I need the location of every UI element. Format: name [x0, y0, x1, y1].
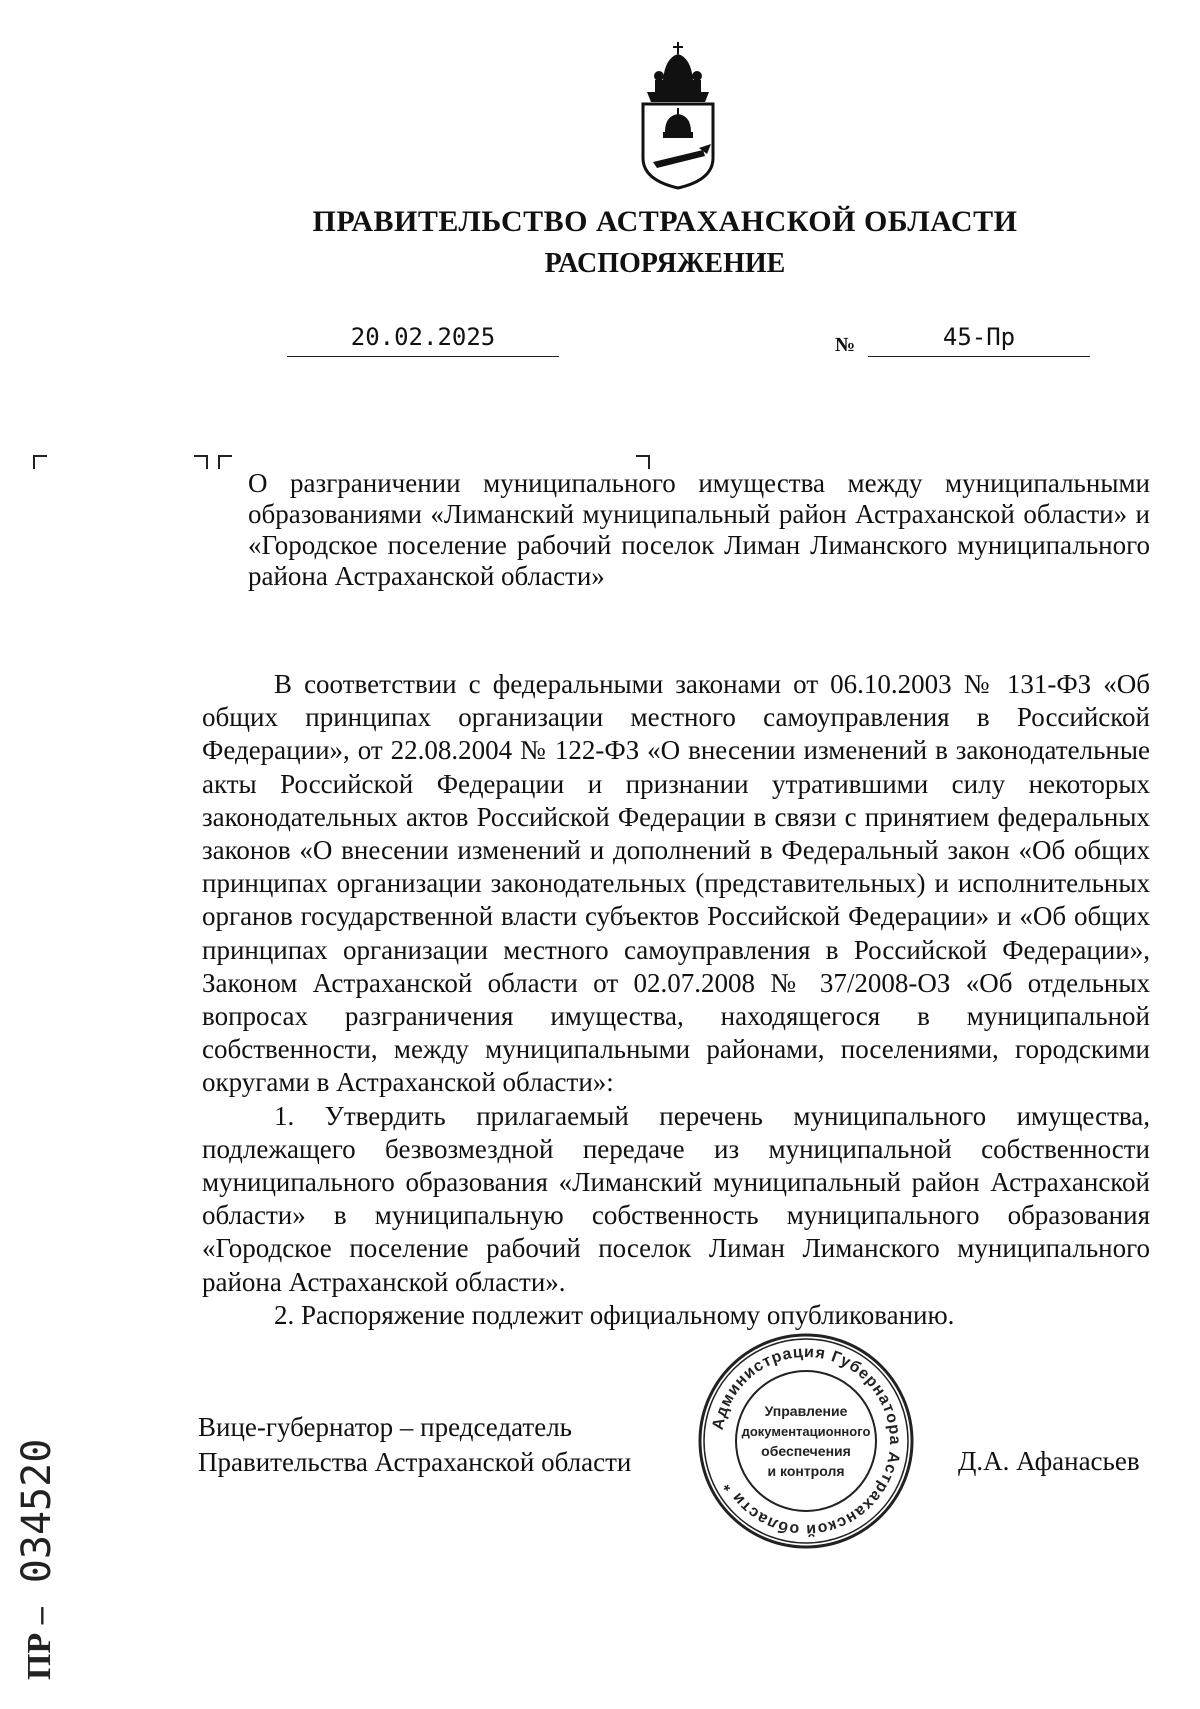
subject-corner-mark-right: [636, 455, 650, 469]
stamp-center-line-2: документационного: [741, 1424, 871, 1439]
signatory-position-line-2: Правительства Астраханской области: [198, 1447, 632, 1477]
document-header: [0, 202, 1200, 284]
stamp-center-line-4: и контроля: [767, 1463, 845, 1479]
organization-title: ПРАВИТЕЛЬСТВО АСТРАХАНСКОЙ ОБЛАСТИ: [312, 205, 1018, 238]
signatory-name: Д.А. Афанасьев: [958, 1446, 1140, 1476]
number-sign: №: [835, 334, 856, 356]
document-body: [202, 668, 1150, 1332]
subject-corner-mark-left: [218, 455, 232, 469]
preamble-paragraph: В соответствии с федеральными законами от 06.10.2003 № 131-ФЗ «Об общих принципах организации местного самоуправления в Российской Федерации», от 22.08.2004 № 122-ФЗ «О внесении изменений в законодательные акты Российской Федерации и признании утратившими силу некоторых законодательных актов Российской Федерации в связи с принятием федеральных законов «О внесении изменений и дополнений в Федеральный закон «Об общих принципах организации законодательных (представительных) и исполнительных органов государственной власти субъектов Российской Федерации» и «Об общих принципах организации местного самоуправления в Российской Федерации», Законом Астраханской области от 02.07.2008 № 37/2008-ОЗ «Об отдельных вопросах разграничения имущества, находящегося в муниципальной собственности, между муниципальными районами, поселениями, городскими округами в Астраханской области»:: [202, 669, 1150, 1098]
margin-corner-mark: [33, 455, 47, 469]
document-type-title: РАСПОРЯЖЕНИЕ: [544, 248, 786, 279]
document-subject: О разграничении муниципального имущества между муниципальными образованиями «Лиманский муниципальный район Астраханской области» и «Городское поселение рабочий поселок Лиман Лиманского муниципального района Астраханской области»: [248, 468, 1150, 591]
document-number-field: [868, 320, 1090, 357]
signatory-position: [198, 1410, 631, 1480]
stamp-ring-text: Администрация Губернатора Астраханской области *: [709, 1343, 904, 1539]
svg-text:Администрация Губернатора Астр: [710, 1344, 903, 1538]
stamp-center-line-3: обеспечения: [761, 1443, 851, 1459]
vertical-registry-mark: [2, 1410, 72, 1680]
item-2-paragraph: 2. Распоряжение подлежит официальному опубликованию.: [274, 1299, 955, 1330]
document-date-field: [287, 320, 559, 357]
coat-of-arms-emblem: [633, 40, 723, 190]
document-number: 45-Пр: [942, 323, 1016, 351]
stamp-center-line-1: Управление: [764, 1403, 848, 1419]
document-date: 20.02.2025: [350, 323, 496, 351]
item-1-paragraph: 1. Утвердить прилагаемый перечень муниципального имущества, подлежащего безвозмездной передаче из муниципальной собственности муниципального образования «Лиманский муниципальный район Астраханской области» в муниципальную собственность муниципального образования «Городское поселение рабочий поселок Лиман Лиманского муниципального района Астраханской области».: [202, 1100, 1150, 1297]
registry-number: 034520: [14, 1438, 60, 1584]
signatory-position-line-1: Вице-губернатор – председатель: [198, 1412, 572, 1442]
margin-corner-mark: [194, 455, 208, 469]
registry-prefix: ПР –: [21, 1607, 58, 1680]
official-seal-stamp: [695, 1330, 917, 1552]
